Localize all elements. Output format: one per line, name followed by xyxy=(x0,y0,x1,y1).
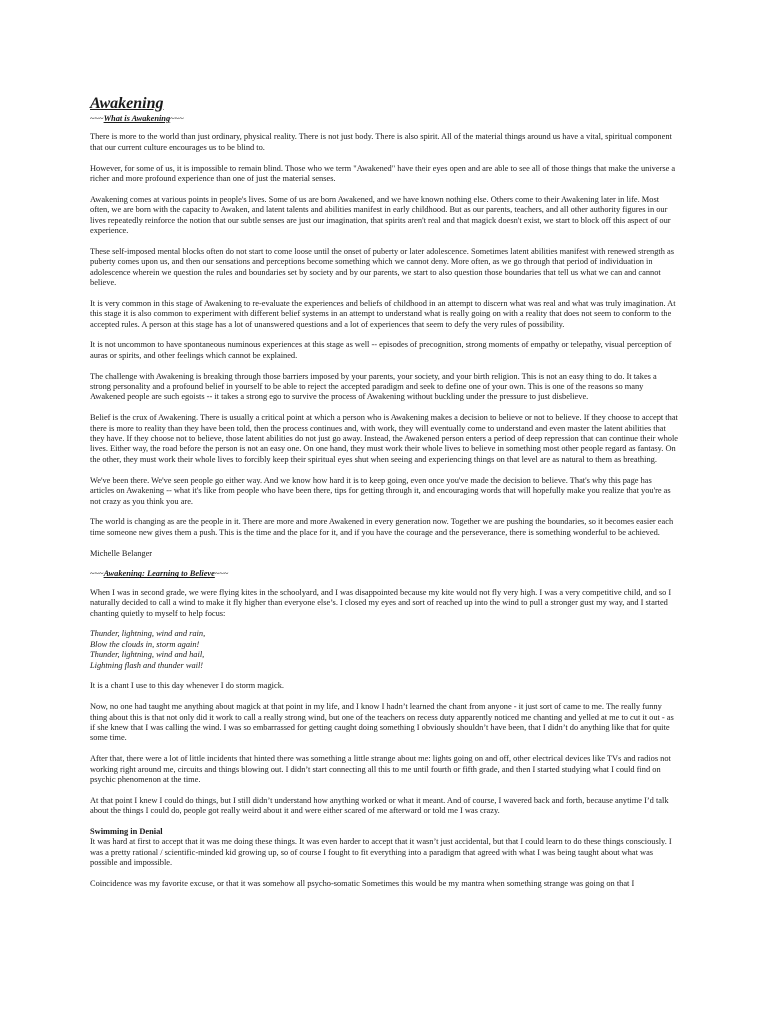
paragraph: Coincidence was my favorite excuse, or that it was somehow all psycho-somatic Sometimes this would be my mantra when something strange was going on that I xyxy=(90,878,635,888)
paragraph: It is not uncommon to have spontaneous numinous experiences at this stage as well -- episodes of precognition, strong moments of empathy or telepathy, visual perception of auras or spirits, and other feelings which cannot be explained. xyxy=(90,340,672,360)
document-body xyxy=(90,95,678,900)
paragraph: Now, no one had taught me anything about magick at that point in my life, and I know I hadn’t learned the chant from anyone - it just sort of came to me. The really funny thing about this is that not only did it work to call a really strong wind, but one of the teachers on recess duty apparently noticed me chanting and yelled at me to cut it out - as if she knew that I was calling the wind. I was so embarrassed for getting caught doing something I obviously shouldn’t have been, that I didn’t do anything like that for quite some time. xyxy=(90,702,674,743)
paragraph: At that point I knew I could do things, but I still didn’t understand how anything worked or what it meant. And of course, I wavered back and forth, because anytime I’d talk about the things I could do, people got really weird about it and were either scared of me afterward or told me I was crazy. xyxy=(90,795,669,816)
section-heading-learning-to-believe xyxy=(90,569,678,579)
paragraph: There is more to the world than just ordinary, physical reality. There is not just body. There is also spirit. All of the material things around us have a vital, spiritual component that our current culture encourages us to be blind to. xyxy=(90,132,672,152)
poem-line: Thunder, lightning, wind and rain, xyxy=(90,629,206,639)
section-heading-what-is-awakening xyxy=(90,114,678,124)
poem-line: Lightning flash and thunder wail! xyxy=(90,660,204,670)
paragraph: The world is changing as are the people in it. There are more and more Awakened in every generation now. Together we are pushing the boundaries, so it becomes easier each time someone new gives them a push. This is the time and the place for it, and if you have the courage and the perseverance, there is something wonderful to be achieved. xyxy=(90,517,674,537)
heading-suffix: ~~~ xyxy=(214,569,229,579)
paragraph: Awakening comes at various points in people's lives. Some of us are born Awakened, and we have known nothing else. Others come to their Awakening later in life. Most often, we are born with the capacity to Awaken, and latent talents and abilities manifest in early childhood. But as our parents, teachers, and all other authority figures in our lives repeatedly reinforce the notion that our subtle senses are just our imagination, that spirits aren't real and that magick doesn't exist, we start to block off this aspect of our experience. xyxy=(90,194,671,236)
author-signature: Michelle Belanger xyxy=(90,548,153,558)
poem-line: Thunder, lightning, wind and hail, xyxy=(90,650,205,660)
paragraph: The challenge with Awakening is breaking through those barriers imposed by your parents, your society, and your birth religion. This is not an easy thing to do. It takes a strong personality and a profound belief in yourself to be able to reject the accepted paradigm and seek to define one of your own. This is one of the reasons so many Awakened people are such egoists -- it takes a strong ego to survive the process of Awakening without buckling under the pressure to just disbelieve. xyxy=(90,371,657,402)
poem-line: Blow the clouds in, storm again! xyxy=(90,639,200,649)
paragraph: We've been there. We've seen people go either way. And we know how hard it is to keep going, even once you've made the decision to believe. That's why this page has articles on Awakening -- what it's like from people who have been there, tips for getting through it, and encouraging words that will hopefully make you realize that you're as not crazy as you think you are. xyxy=(90,475,671,506)
subsection-text: It was hard at first to accept that it was me doing these things. It was even harder to accept that it wasn’t just accidental, but that I could learn to do these things consciously. I was a pretty rational / scientific-minded kid growing up, so of course I fought to fit everything into a paradigm that agreed with what I was being taught about what was possible and impossible. xyxy=(90,837,672,868)
chant-poem xyxy=(90,629,678,671)
paragraph: It is a chant I use to this day whenever I do storm magick. xyxy=(90,681,284,691)
heading-prefix: ~~~ xyxy=(90,569,104,579)
subsection-swimming-in-denial xyxy=(90,827,678,869)
paragraph: When I was in second grade, we were flying kites in the schoolyard, and I was disappointed because my kite would not fly very high. I was a very competitive child, and so I naturally decided to call a wind to make it fly higher than everyone else’s. I closed my eyes and sort of reached up into the wind to pull a stronger gust my way, and I started chanting quietly to myself to help focus: xyxy=(90,587,672,618)
heading-label: What is Awakening xyxy=(103,114,171,123)
heading-suffix: ~~~ xyxy=(170,114,184,123)
page-title: Awakening xyxy=(90,95,164,112)
subheading: Swimming in Denial xyxy=(90,826,163,836)
paragraph: However, for some of us, it is impossible to remain blind. Those who we term "Awakened" have their eyes open and are able to see all of those things that make the universe a richer and more profound experience than one of just the material senses. xyxy=(90,163,676,184)
heading-label: Awakening: Learning to Believe xyxy=(103,569,215,579)
paragraph: After that, there were a lot of little incidents that hinted there was something a little strange about me: lights going on and off, other electrical devices like TVs and radios not working right around me, circuits and things blowing out. I didn’t start connecting all this to me until fourth or fifth grade, and then I started studying what I could find on psychic phenomenon at the time. xyxy=(90,754,671,784)
paragraph: It is very common in this stage of Awakening to re-evaluate the experiences and beliefs of childhood in an attempt to discern what was real and what was truly imagination. At this stage it is also common to experiment with different belief systems in an attempt to understand what is really going on with a reality that does not seem to conform to the accepted rules. A person at this stage has a lot of unanswered questions and a lot of experiences that seem to defy the very rules of possibility. xyxy=(90,298,676,329)
paragraph: These self-imposed mental blocks often do not start to come loose until the onset of puberty or later adolescence. Sometimes latent abilities manifest with renewed strength as puberty comes upon us, and then our sensations and perceptions become something which we cannot deny. More often, as we go through that period of individuation in adolescence wherein we question the rules and boundaries set by society and by our parents, we start to also question those boundaries that tell us what we can and cannot believe. xyxy=(90,246,674,288)
heading-prefix: ~~~ xyxy=(90,114,104,123)
paragraph: Belief is the crux of Awakening. There is usually a critical point at which a person who is Awakening makes a decision to believe or not to believe. If they choose to accept that there is more to reality than they have been told, then the process continues and, with work, they will eventually come to understand and even master the latent abilities that they have. If they choose not to believe, those latent abilities do not just go away. Instead, the Awakened person enters a period of deep repression that can continue their whole lives. Either way, the road before the person is not an easy one. On one hand, they must work their whole lives to believe in something most other people regard as fantasy. On the other, they must work their whole lives to forcibly keep their spiritual eyes shut when seeing and experiencing things on that level are as natural to them as breathing. xyxy=(90,413,679,464)
